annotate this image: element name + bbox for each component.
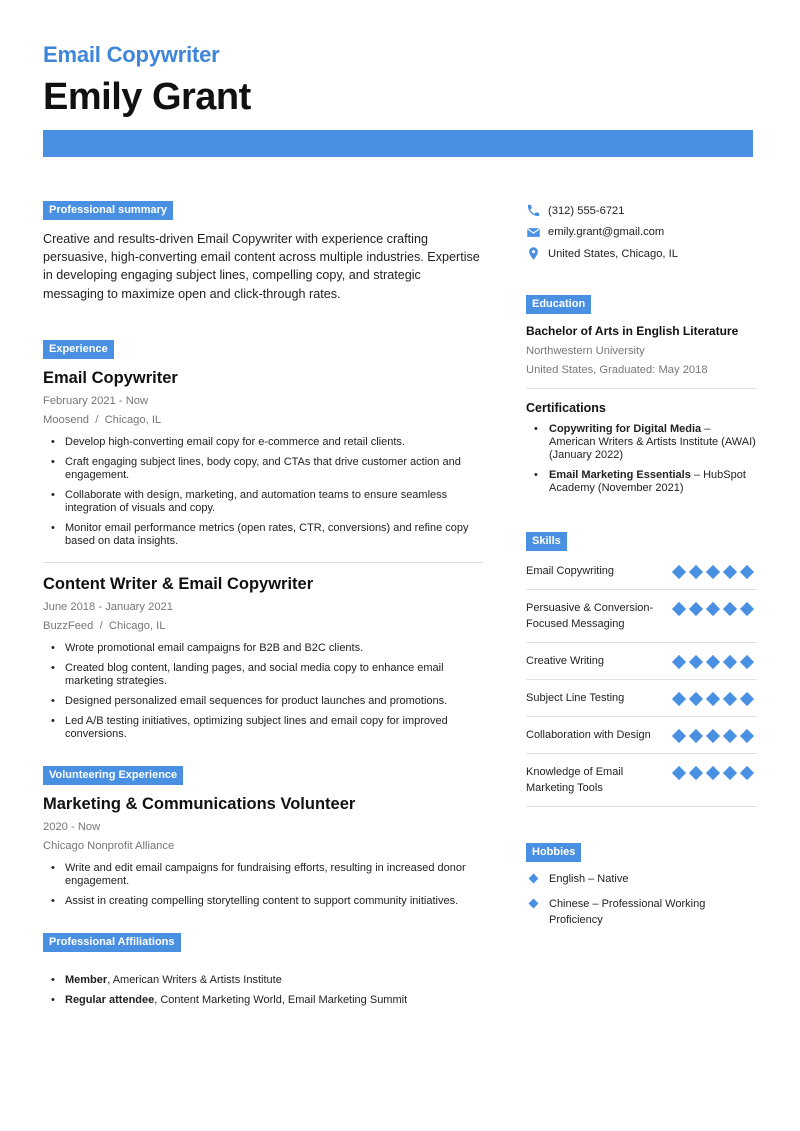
job-bullet: • Monitor email performance metrics (open rates, CTR, conversions) and refine copy based on data insights. — [51, 522, 483, 548]
experience-section — [43, 339, 483, 741]
skill-rating-diamonds-icon — [672, 600, 757, 615]
right-column — [526, 200, 757, 937]
certification-detail: – American Writers & Artists Institute (AWAI) (January 2022) — [549, 422, 756, 461]
section-tag-hobbies: Hobbies — [526, 843, 581, 862]
job-dates: June 2018 - January 2021 — [43, 600, 173, 613]
contact-block — [526, 200, 757, 265]
contact-location — [526, 243, 757, 265]
email-icon — [526, 225, 541, 240]
affiliation-title: Regular attendee — [65, 993, 155, 1006]
affiliation-item — [51, 974, 483, 987]
phone-text: (312) 555-6721 — [548, 204, 625, 217]
volunteer-organization: Chicago Nonprofit Alliance — [43, 839, 175, 852]
header-accent-bar — [43, 130, 753, 157]
affiliation-detail: , Content Marketing World, Email Marketing Summit — [154, 993, 408, 1006]
certification-detail: – HubSpot Academy (November 2021) — [549, 468, 746, 494]
education-school: Northwestern University — [526, 344, 645, 357]
section-tag-education: Education — [526, 295, 591, 314]
hobby-text: English – Native — [549, 872, 629, 885]
skill-rating-diamonds-icon — [672, 653, 757, 668]
skills-list — [526, 553, 757, 807]
skill-name: Creative Writing — [526, 654, 605, 667]
section-tag-volunteering: Volunteering Experience — [43, 766, 183, 785]
hobby-item — [526, 896, 757, 928]
job-title: Email Copywriter — [43, 42, 220, 67]
diamond-bullet-icon — [529, 898, 539, 908]
volunteering-section — [43, 765, 483, 908]
volunteer-bullet: • Write and edit email campaigns for fundraising efforts, resulting in increased donor engagement. — [51, 862, 483, 888]
certification-item — [530, 423, 757, 462]
skill-row — [526, 643, 757, 680]
skill-rating-diamonds-icon — [672, 563, 757, 578]
affiliation-detail: , American Writers & Artists Institute — [107, 973, 282, 986]
summary-text: Creative and results-driven Email Copywriter with experience crafting persuasive, high-converting email content across multiple industries. Expertise in developing engaging subject lines, compelling copy, and strategic messaging to maximize open and click-through rates. — [43, 232, 480, 301]
certification-list — [526, 423, 757, 495]
summary-section — [43, 200, 483, 303]
skill-name: Email Copywriting — [526, 564, 615, 577]
hobbies-section — [526, 842, 757, 928]
job-bullet: • Designed personalized email sequences for product launches and promotions. — [51, 695, 483, 708]
job-bullets — [43, 436, 483, 548]
contact-email — [526, 222, 757, 244]
candidate-name: Emily Grant — [43, 76, 251, 118]
hobby-item — [526, 871, 757, 887]
education-section — [526, 294, 757, 495]
section-tag-summary: Professional summary — [43, 201, 173, 220]
location-pin-icon — [526, 246, 541, 261]
hobby-list — [526, 871, 757, 928]
education-divider — [526, 388, 757, 389]
skill-rating-diamonds-icon — [672, 727, 757, 742]
job-company-location: BuzzFeed / Chicago, IL — [43, 619, 166, 632]
job-company-location: Moosend / Chicago, IL — [43, 413, 162, 426]
affiliation-list — [43, 974, 483, 1007]
phone-icon — [526, 203, 541, 218]
skill-name: Subject Line Testing — [526, 691, 625, 704]
skill-row — [526, 754, 757, 807]
section-tag-experience: Experience — [43, 340, 114, 359]
job-bullet: • Craft engaging subject lines, body copy, and CTAs that drive customer action and engagement. — [51, 456, 483, 482]
skill-name: Persuasive & Conversion-Focused Messaging — [526, 601, 654, 630]
volunteer-bullets — [43, 862, 483, 908]
job-role: Content Writer & Email Copywriter — [43, 574, 314, 593]
volunteer-dates: 2020 - Now — [43, 820, 101, 833]
job-entry — [43, 575, 483, 741]
job-entry — [43, 369, 483, 563]
skill-rating-diamonds-icon — [672, 690, 757, 705]
skill-row — [526, 717, 757, 754]
email-text: emily.grant@gmail.com — [548, 226, 665, 239]
job-bullet: • Develop high-converting email copy for e-commerce and retail clients. — [51, 436, 483, 449]
job-divider — [43, 562, 483, 563]
job-bullet: • Collaborate with design, marketing, and automation teams to ensure seamless integration of visuals and copy. — [51, 489, 483, 515]
skill-rating-diamonds-icon — [672, 764, 757, 779]
job-bullet: • Created blog content, landing pages, and social media copy to enhance email marketing strategies. — [51, 662, 483, 688]
job-role: Email Copywriter — [43, 368, 178, 387]
certification-title: Copywriting for Digital Media — [549, 422, 702, 435]
affiliations-section — [43, 932, 483, 1007]
job-bullet: • Wrote promotional email campaigns for B2B and B2C clients. — [51, 642, 483, 655]
job-bullet: • Led A/B testing initiatives, optimizing subject lines and email copy for improved conversions. — [51, 715, 483, 741]
certification-item — [530, 469, 757, 495]
skill-name: Collaboration with Design — [526, 728, 651, 741]
education-degree: Bachelor of Arts in English Literature — [526, 323, 739, 338]
resume-header — [43, 42, 753, 119]
skill-row — [526, 590, 757, 643]
job-dates: February 2021 - Now — [43, 394, 149, 407]
contact-phone — [526, 200, 757, 222]
skills-section — [526, 531, 757, 807]
job-bullets — [43, 642, 483, 741]
section-tag-skills: Skills — [526, 532, 567, 551]
hobby-text: Chinese – Professional Working Proficiency — [549, 897, 706, 926]
certifications-heading: Certifications — [526, 400, 606, 415]
skill-name: Knowledge of Email Marketing Tools — [526, 765, 624, 794]
affiliation-item — [51, 994, 483, 1007]
skill-row — [526, 680, 757, 717]
education-details: United States, Graduated: May 2018 — [526, 363, 708, 376]
diamond-bullet-icon — [529, 873, 539, 883]
location-text: United States, Chicago, IL — [548, 247, 678, 260]
volunteer-role: Marketing & Communications Volunteer — [43, 794, 356, 813]
section-tag-affiliations: Professional Affiliations — [43, 933, 181, 952]
skill-row — [526, 553, 757, 590]
volunteer-bullet: • Assist in creating compelling storytelling content to support community initiatives. — [51, 895, 483, 908]
affiliation-title: Member — [65, 973, 108, 986]
left-column — [43, 200, 483, 1014]
certification-title: Email Marketing Essentials — [549, 468, 691, 481]
